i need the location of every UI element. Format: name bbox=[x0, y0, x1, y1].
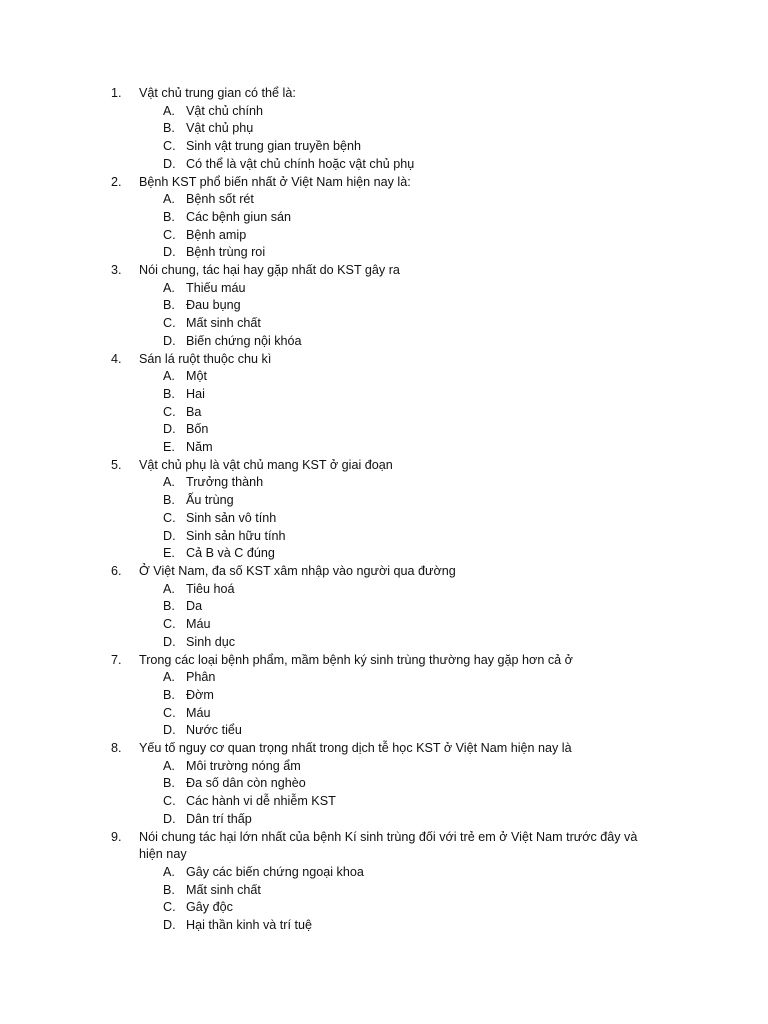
question-text: Vật chủ trung gian có thể là: bbox=[139, 86, 296, 100]
option-letter: C. bbox=[163, 617, 176, 632]
question-text: Trong các loại bệnh phẩm, mầm bệnh ký sinh trùng thường hay gặp hơn cả ở bbox=[139, 652, 573, 667]
option-letter: E. bbox=[163, 546, 175, 561]
option-text: Bệnh sốt rét bbox=[186, 192, 254, 207]
option-text: Trưởng thành bbox=[186, 475, 264, 490]
option-letter: C. bbox=[163, 794, 176, 809]
question-text: Nói chung, tác hại hay gặp nhất do KST gây ra bbox=[139, 263, 400, 278]
question-block bbox=[0, 740, 768, 829]
answer-option bbox=[0, 528, 768, 546]
option-text: Máu bbox=[186, 617, 211, 632]
option-text: Hai bbox=[186, 386, 205, 401]
option-letter: B. bbox=[163, 298, 175, 313]
answer-option bbox=[0, 758, 768, 776]
answer-option bbox=[0, 510, 768, 528]
answer-option bbox=[0, 209, 768, 227]
option-letter: A. bbox=[163, 864, 175, 879]
answer-option bbox=[0, 616, 768, 634]
question-line bbox=[0, 829, 659, 864]
option-text: Cả B và C đúng bbox=[186, 546, 275, 561]
option-text: Đa số dân còn nghèo bbox=[186, 776, 306, 791]
answer-option bbox=[0, 882, 768, 900]
option-letter: B. bbox=[163, 687, 175, 702]
answer-option bbox=[0, 722, 768, 740]
question-line bbox=[0, 740, 659, 758]
option-text: Sinh sản vô tính bbox=[186, 510, 277, 525]
answer-option bbox=[0, 103, 768, 121]
answer-option bbox=[0, 775, 768, 793]
question-line bbox=[0, 652, 659, 670]
option-letter: B. bbox=[163, 776, 175, 791]
option-text: Sinh sản hữu tính bbox=[186, 528, 286, 543]
question-block bbox=[0, 652, 768, 741]
option-letter: A. bbox=[163, 103, 175, 118]
question-number: 8. bbox=[111, 741, 122, 756]
option-letter: B. bbox=[163, 493, 175, 508]
option-letter: B. bbox=[163, 882, 175, 897]
answer-option bbox=[0, 705, 768, 723]
question-block bbox=[0, 262, 768, 351]
option-letter: D. bbox=[163, 811, 176, 826]
option-text: Mất sinh chất bbox=[186, 316, 261, 331]
option-text: Ba bbox=[186, 404, 202, 419]
option-text: Gây độc bbox=[186, 900, 233, 915]
answer-option bbox=[0, 404, 768, 422]
option-text: Tiêu hoá bbox=[186, 581, 235, 596]
option-text: Bệnh amip bbox=[186, 227, 247, 242]
option-letter: D. bbox=[163, 333, 176, 348]
option-letter: B. bbox=[163, 209, 175, 224]
option-text: Bệnh trùng roi bbox=[186, 245, 266, 260]
option-letter: A. bbox=[163, 369, 175, 384]
answer-option bbox=[0, 545, 768, 563]
question-block bbox=[0, 563, 768, 652]
option-text: Năm bbox=[186, 440, 213, 455]
question-number: 9. bbox=[111, 829, 122, 844]
document-page bbox=[0, 85, 768, 935]
option-text: Bốn bbox=[186, 422, 209, 437]
question-line bbox=[0, 351, 659, 369]
answer-option bbox=[0, 333, 768, 351]
question-block bbox=[0, 85, 768, 174]
answer-option bbox=[0, 864, 768, 882]
question-text: Yếu tố nguy cơ quan trọng nhất trong dịch tễ học KST ở Việt Nam hiện nay là bbox=[139, 741, 572, 756]
answer-option bbox=[0, 244, 768, 262]
option-text: Đờm bbox=[186, 687, 214, 702]
question-number: 3. bbox=[111, 263, 122, 278]
option-text: Các hành vi dễ nhiễm KST bbox=[186, 794, 336, 809]
option-text: Máu bbox=[186, 705, 211, 720]
option-text: Một bbox=[186, 369, 207, 384]
option-letter: D. bbox=[163, 528, 176, 543]
option-text: Nước tiểu bbox=[186, 723, 242, 738]
question-text: Nói chung tác hại lớn nhất của bệnh Kí sinh trùng đối với trẻ em ở Việt Nam trước đây và hiện nay bbox=[139, 829, 638, 862]
answer-option bbox=[0, 634, 768, 652]
question-number: 7. bbox=[111, 652, 122, 667]
option-letter: D. bbox=[163, 723, 176, 738]
option-letter: B. bbox=[163, 386, 175, 401]
answer-option bbox=[0, 669, 768, 687]
answer-option bbox=[0, 227, 768, 245]
question-line bbox=[0, 262, 659, 280]
option-text: Mất sinh chất bbox=[186, 882, 261, 897]
question-block bbox=[0, 457, 768, 563]
answer-option bbox=[0, 280, 768, 298]
question-block bbox=[0, 829, 768, 935]
option-letter: E. bbox=[163, 440, 175, 455]
question-line bbox=[0, 174, 659, 192]
question-text: Sán lá ruột thuộc chu kì bbox=[139, 351, 272, 366]
question-line bbox=[0, 85, 659, 103]
question-line bbox=[0, 457, 659, 475]
option-text: Ấu trùng bbox=[186, 493, 234, 508]
option-text: Da bbox=[186, 599, 203, 614]
option-text: Gây các biến chứng ngoại khoa bbox=[186, 864, 364, 879]
answer-option bbox=[0, 421, 768, 439]
question-text: Vật chủ phụ là vật chủ mang KST ở giai đoạn bbox=[139, 457, 393, 472]
option-text: Đau bụng bbox=[186, 298, 241, 313]
option-letter: D. bbox=[163, 245, 176, 260]
option-text: Các bệnh giun sán bbox=[186, 209, 292, 224]
answer-option bbox=[0, 687, 768, 705]
answer-option bbox=[0, 439, 768, 457]
answer-option bbox=[0, 811, 768, 829]
option-letter: D. bbox=[163, 422, 176, 437]
option-letter: D. bbox=[163, 918, 176, 933]
question-number: 5. bbox=[111, 457, 122, 472]
option-text: Sinh dục bbox=[186, 634, 236, 649]
option-letter: D. bbox=[163, 634, 176, 649]
answer-option bbox=[0, 386, 768, 404]
option-text: Có thể là vật chủ chính hoặc vật chủ phụ bbox=[186, 156, 415, 171]
option-letter: C. bbox=[163, 900, 176, 915]
answer-option bbox=[0, 297, 768, 315]
option-letter: B. bbox=[163, 599, 175, 614]
answer-option bbox=[0, 793, 768, 811]
answer-option bbox=[0, 368, 768, 386]
option-text: Vật chủ chính bbox=[186, 103, 264, 118]
option-letter: A. bbox=[163, 758, 175, 773]
option-letter: C. bbox=[163, 139, 176, 154]
option-text: Vật chủ phụ bbox=[186, 121, 254, 136]
option-text: Phân bbox=[186, 670, 216, 685]
question-number: 1. bbox=[111, 86, 122, 100]
option-text: Biến chứng nội khóa bbox=[186, 333, 302, 348]
answer-option bbox=[0, 191, 768, 209]
question-number: 2. bbox=[111, 174, 122, 189]
option-text: Thiếu máu bbox=[186, 280, 246, 295]
option-letter: A. bbox=[163, 670, 175, 685]
answer-option bbox=[0, 581, 768, 599]
option-text: Môi trường nóng ẩm bbox=[186, 758, 301, 773]
option-text: Hại thần kinh và trí tuệ bbox=[186, 918, 313, 933]
answer-option bbox=[0, 598, 768, 616]
option-letter: A. bbox=[163, 475, 175, 490]
answer-option bbox=[0, 899, 768, 917]
option-letter: A. bbox=[163, 280, 175, 295]
question-text: Ở Việt Nam, đa số KST xâm nhập vào người qua đường bbox=[139, 563, 456, 578]
option-letter: A. bbox=[163, 581, 175, 596]
option-letter: B. bbox=[163, 121, 175, 136]
question-text: Bệnh KST phổ biến nhất ở Việt Nam hiện nay là: bbox=[139, 174, 411, 189]
answer-option bbox=[0, 138, 768, 156]
question-number: 6. bbox=[111, 563, 122, 578]
option-text: Sinh vật trung gian truyền bệnh bbox=[186, 139, 362, 154]
option-letter: C. bbox=[163, 404, 176, 419]
answer-option bbox=[0, 492, 768, 510]
option-letter: C. bbox=[163, 510, 176, 525]
answer-option bbox=[0, 474, 768, 492]
option-letter: C. bbox=[163, 227, 176, 242]
answer-option bbox=[0, 156, 768, 174]
option-letter: A. bbox=[163, 192, 175, 207]
option-text: Dân trí thấp bbox=[186, 811, 252, 826]
question-block bbox=[0, 351, 768, 457]
question-number: 4. bbox=[111, 351, 122, 366]
answer-option bbox=[0, 120, 768, 138]
option-letter: D. bbox=[163, 156, 176, 171]
option-letter: C. bbox=[163, 316, 176, 331]
answer-option bbox=[0, 315, 768, 333]
option-letter: C. bbox=[163, 705, 176, 720]
question-block bbox=[0, 174, 768, 263]
question-line bbox=[0, 563, 659, 581]
answer-option bbox=[0, 917, 768, 935]
